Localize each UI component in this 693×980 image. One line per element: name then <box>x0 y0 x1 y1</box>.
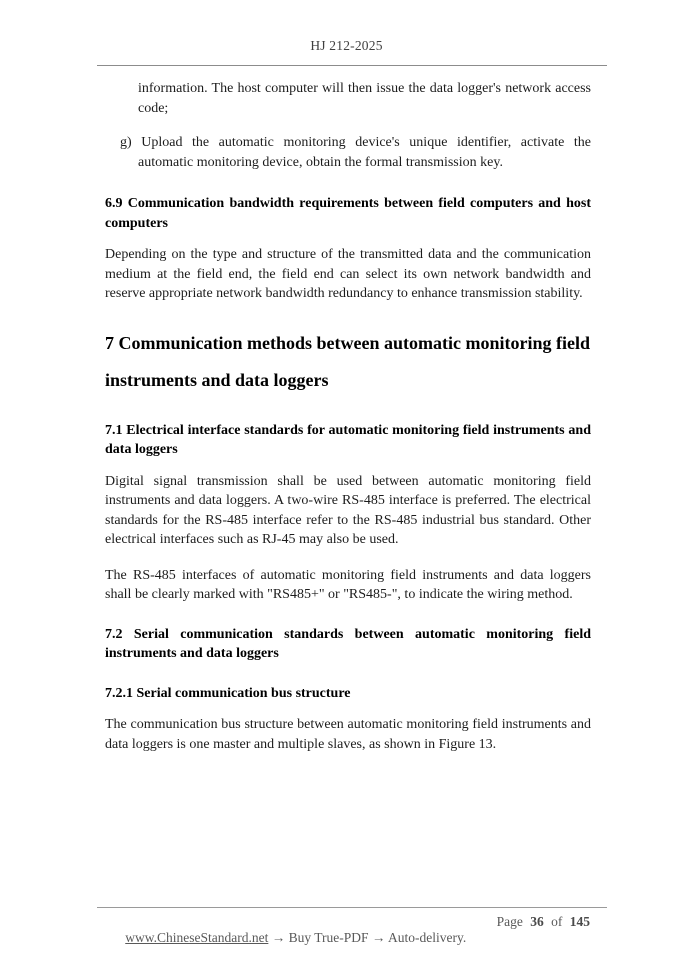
section-heading-7-2: 7.2 Serial communication standards between automatic monitoring field instruments and data loggers <box>105 626 591 661</box>
paragraph-continuation: information. The host computer will then issue the data logger's network access code; <box>138 81 591 116</box>
section-heading-7-1: 7.1 Electrical interface standards for automatic monitoring field instruments and data loggers <box>105 422 591 457</box>
standard-number: HJ 212-2025 <box>310 38 383 53</box>
page-header <box>97 38 596 54</box>
section-heading-7-2-1: 7.2.1 Serial communication bus structure <box>105 685 351 701</box>
section-heading-6-9: 6.9 Communication bandwidth requirements between field computers and host computers <box>105 196 591 231</box>
paragraph-6-9: Depending on the type and structure of the transmitted data and the communication medium at the field end, the field end can select its own network bandwidth and reserve appropriate network bandwidth redundancy to enhance transmission stability. <box>105 247 591 301</box>
page-indicator <box>493 914 590 930</box>
paragraph-7-1-b: The RS-485 interfaces of automatic monitoring field instruments and data loggers shall be clearly marked with "RS485+" or "RS485-", to indicate the wiring method. <box>105 567 591 602</box>
of-label: of <box>551 914 563 929</box>
list-item-g: g) Upload the automatic monitoring device's unique identifier, activate the automatic monitoring device, obtain the formal transmission key. <box>120 135 591 170</box>
paragraph-7-1-a: Digital signal transmission shall be used between automatic monitoring field instruments and data loggers. A two-wire RS-485 interface is preferred. The electrical standards for the RS-485 interface refer to the RS-485 industrial bus standard. Other electrical interfaces such as RJ-45 may also be used. <box>105 473 591 547</box>
paragraph-7-2-1: The communication bus structure between automatic monitoring field instruments and data loggers is one master and multiple slaves, as shown in Figure 13. <box>105 717 591 752</box>
page-footer <box>105 914 590 962</box>
footer-tagline: → Buy True-PDF → Auto-delivery. <box>268 930 467 945</box>
page-label: Page <box>496 914 523 929</box>
footer-divider <box>97 907 607 908</box>
header-divider <box>97 65 607 66</box>
document-body <box>105 79 591 766</box>
footer-branding <box>105 914 466 962</box>
website-link[interactable]: www.ChineseStandard.net <box>125 930 269 945</box>
page-current: 36 <box>530 914 544 929</box>
page-total: 145 <box>569 914 590 929</box>
chapter-heading-7: 7 Communication methods between automatic monitoring field instruments and data loggers <box>105 332 590 390</box>
